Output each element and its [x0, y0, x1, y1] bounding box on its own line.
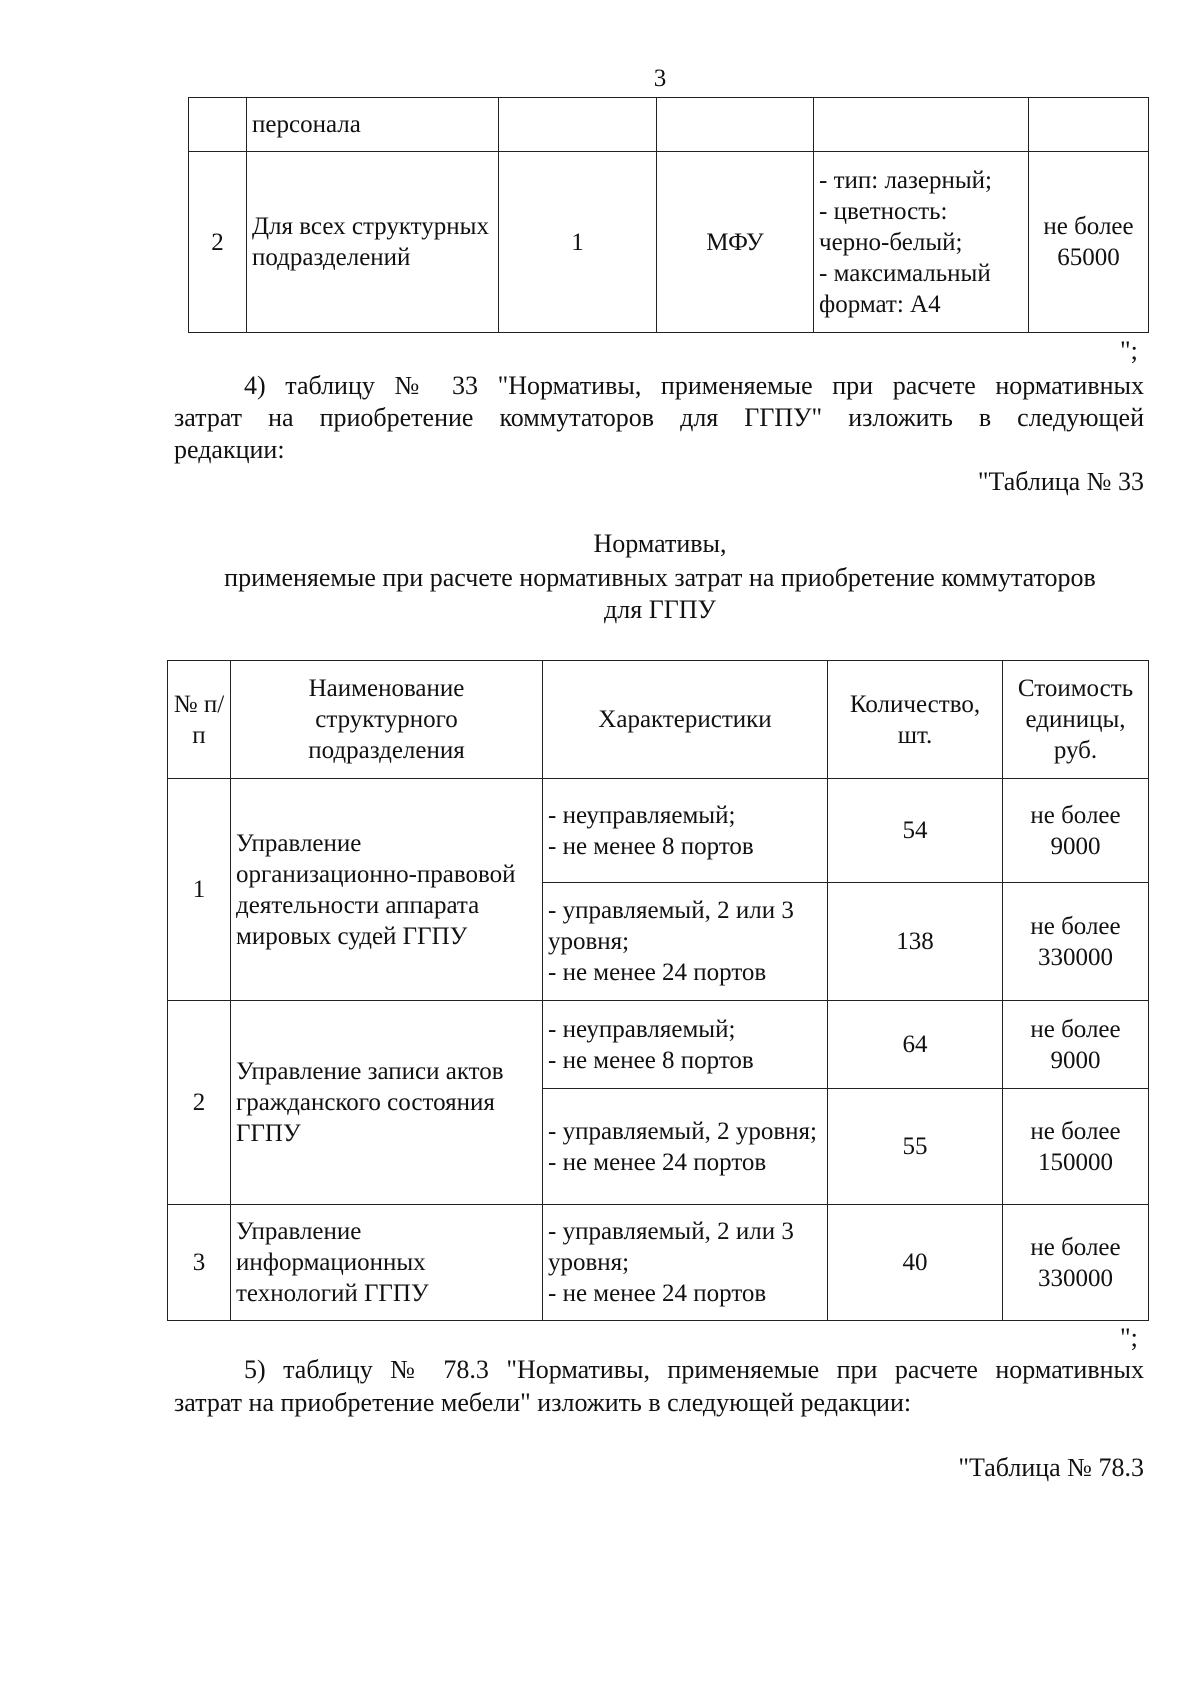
price-cell: не более 330000	[1003, 883, 1149, 1001]
chars-cell	[814, 98, 1029, 152]
header-price: Стоимость единицы, руб.	[1003, 661, 1149, 779]
closing-quote-mark: ";	[1120, 1323, 1138, 1352]
chars-line: - тип: лазерный;	[819, 166, 992, 194]
table-row	[189, 152, 1149, 333]
page-number: 3	[653, 65, 667, 92]
unit-cell: персонала	[247, 98, 499, 152]
name-cell	[657, 98, 814, 152]
header-qty: Количество, шт.	[828, 661, 1003, 779]
header-unit: Наименование структурного подразделения	[231, 661, 543, 779]
table33-subtitle-1: применяемые при расчете нормативных затрат на приобретение коммутаторов	[224, 563, 1096, 592]
chars-cell	[543, 1001, 828, 1089]
qty-cell	[499, 98, 657, 152]
chars-cell	[543, 883, 828, 1001]
chars-line: - не менее 8 портов	[548, 832, 754, 860]
name-cell: МФУ	[657, 152, 814, 333]
header-chars: Характеристики	[543, 661, 828, 779]
table-33	[167, 660, 1149, 1321]
row-number-cell	[189, 98, 247, 152]
unit-cell: Управление записи актов гражданского состояния ГГПУ	[231, 1001, 543, 1205]
price-cell	[1029, 98, 1149, 152]
chars-line: - не менее 24 портов	[548, 1148, 767, 1176]
header-num: № п/п	[168, 661, 231, 779]
chars-cell	[543, 1089, 828, 1205]
qty-cell: 64	[828, 1001, 1003, 1089]
row-number-cell: 1	[168, 779, 231, 1001]
item4-line-2: затрат на приобретение коммутаторов для ГГПУ" изложить в следующей	[174, 403, 1144, 432]
chars-line: - не менее 24 портов	[548, 1280, 767, 1307]
table33-title: Нормативы,	[593, 529, 727, 558]
row-number-cell: 2	[189, 152, 247, 333]
qty-cell: 54	[828, 779, 1003, 883]
qty-cell: 55	[828, 1089, 1003, 1205]
qty-cell: 138	[828, 883, 1003, 1001]
table-header-row	[168, 661, 1149, 779]
table783-caption: "Таблица № 78.3	[958, 1453, 1144, 1482]
item5-line-2: затрат на приобретение мебели" изложить в следующей редакции:	[174, 1388, 912, 1417]
table-row	[168, 1001, 1149, 1089]
price-cell: не более 330000	[1003, 1205, 1149, 1321]
table33-caption: "Таблица № 33	[977, 467, 1144, 496]
qty-cell: 40	[828, 1205, 1003, 1321]
chars-line: - неуправляемый;	[548, 1015, 736, 1043]
price-cell: не более 9000	[1003, 1001, 1149, 1089]
unit-cell: Управление организационно-правовой деятельности аппарата мировых судей ГГПУ	[231, 779, 543, 1001]
item4-line-3: редакции:	[174, 435, 285, 464]
chars-line: - управляемый, 2 или 3 уровня;	[548, 1218, 794, 1276]
qty-cell: 1	[499, 152, 657, 333]
table33-subtitle-2: для ГГПУ	[604, 595, 716, 624]
chars-line: - не менее 8 портов	[548, 1046, 754, 1074]
chars-line: - не менее 24 портов	[548, 959, 767, 986]
unit-cell: Для всех структурных подразделений	[247, 152, 499, 333]
table-row	[168, 1205, 1149, 1321]
row-number-cell: 2	[168, 1001, 231, 1205]
item4-line-1: 4) таблицу № 33 "Нормативы, применяемые при расчете нормативных	[244, 371, 1144, 400]
unit-cell: Управление информационных технологий ГГПУ	[231, 1205, 543, 1321]
chars-line: - неуправляемый;	[548, 801, 736, 829]
price-cell: не более 9000	[1003, 779, 1149, 883]
chars-line: - управляемый, 2 уровня;	[548, 1117, 817, 1145]
chars-cell	[543, 1205, 828, 1321]
table-row	[168, 779, 1149, 883]
price-cell: не более 150000	[1003, 1089, 1149, 1205]
chars-line: - максимальный формат: А4	[819, 259, 991, 318]
closing-quote-mark: ";	[1120, 336, 1138, 365]
price-cell: не более 65000	[1029, 152, 1149, 333]
chars-cell	[814, 152, 1029, 333]
item5-line-1: 5) таблицу № 78.3 "Нормативы, применяемые при расчете нормативных	[244, 1355, 1144, 1384]
chars-line: - управляемый, 2 или 3 уровня;	[548, 897, 794, 955]
table-row	[189, 98, 1149, 152]
continued-table	[188, 97, 1149, 333]
row-number-cell: 3	[168, 1205, 231, 1321]
chars-cell	[543, 779, 828, 883]
chars-line: - цветность: черно-белый;	[819, 197, 963, 256]
